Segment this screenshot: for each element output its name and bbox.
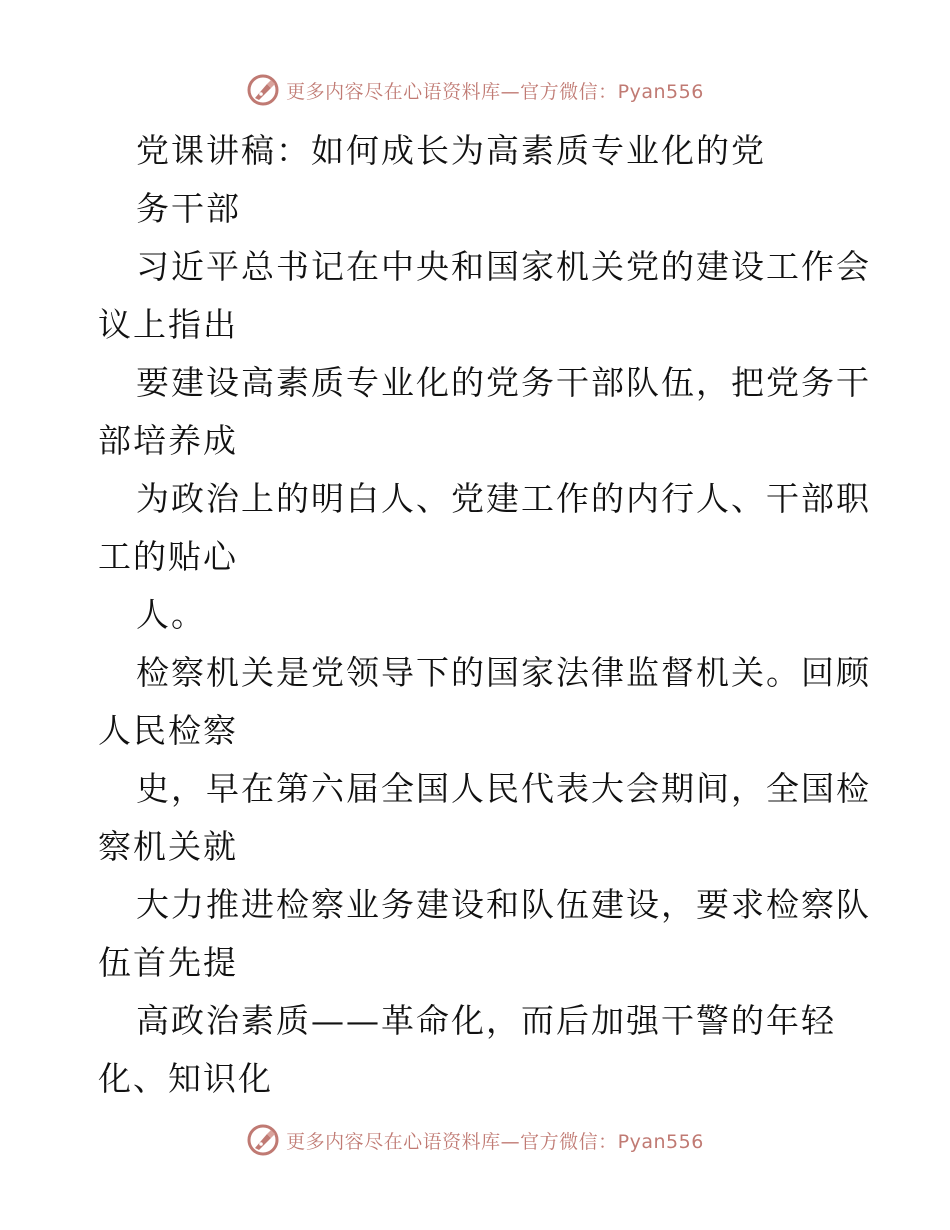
text-line: 化、知识化 [98,1059,273,1098]
text-line: 工的贴心 [98,537,238,576]
document-title-line: 党课讲稿：如何成长为高素质专业化的党 [136,131,766,170]
text-line: 习近平总书记在中央和国家机关党的建设工作会 [136,247,871,286]
text-line: 为政治上的明白人、党建工作的内行人、干部职 [136,479,871,518]
watermark-text: 更多内容尽在心语资料库—官方微信：Pyan556 [286,1130,704,1153]
text-line: 议上指出 [98,305,238,344]
text-line: 要建设高素质专业化的党务干部队伍，把党务干 [136,363,871,402]
pen-nib-seal-icon [246,73,280,107]
text-line: 部培养成 [98,421,238,460]
text-line: 伍首先提 [98,943,238,982]
text-line: 人。 [136,595,206,634]
text-line: 史，早在第六届全国人民代表大会期间，全国检 [136,769,871,808]
page-footer-watermark [0,1122,950,1158]
page-header-watermark [0,72,950,108]
text-line: 检察机关是党领导下的国家法律监督机关。回顾 [136,653,871,692]
watermark-text: 更多内容尽在心语资料库—官方微信：Pyan556 [286,80,704,103]
text-line: 察机关就 [98,827,238,866]
text-line: 人民检察 [98,711,238,750]
text-line: 大力推进检察业务建设和队伍建设，要求检察队 [136,885,871,924]
document-body [98,122,871,1108]
text-line: 务干部 [136,189,241,228]
text-line: 高政治素质——革命化，而后加强干警的年轻 [136,1001,836,1040]
pen-nib-seal-icon [246,1123,280,1157]
